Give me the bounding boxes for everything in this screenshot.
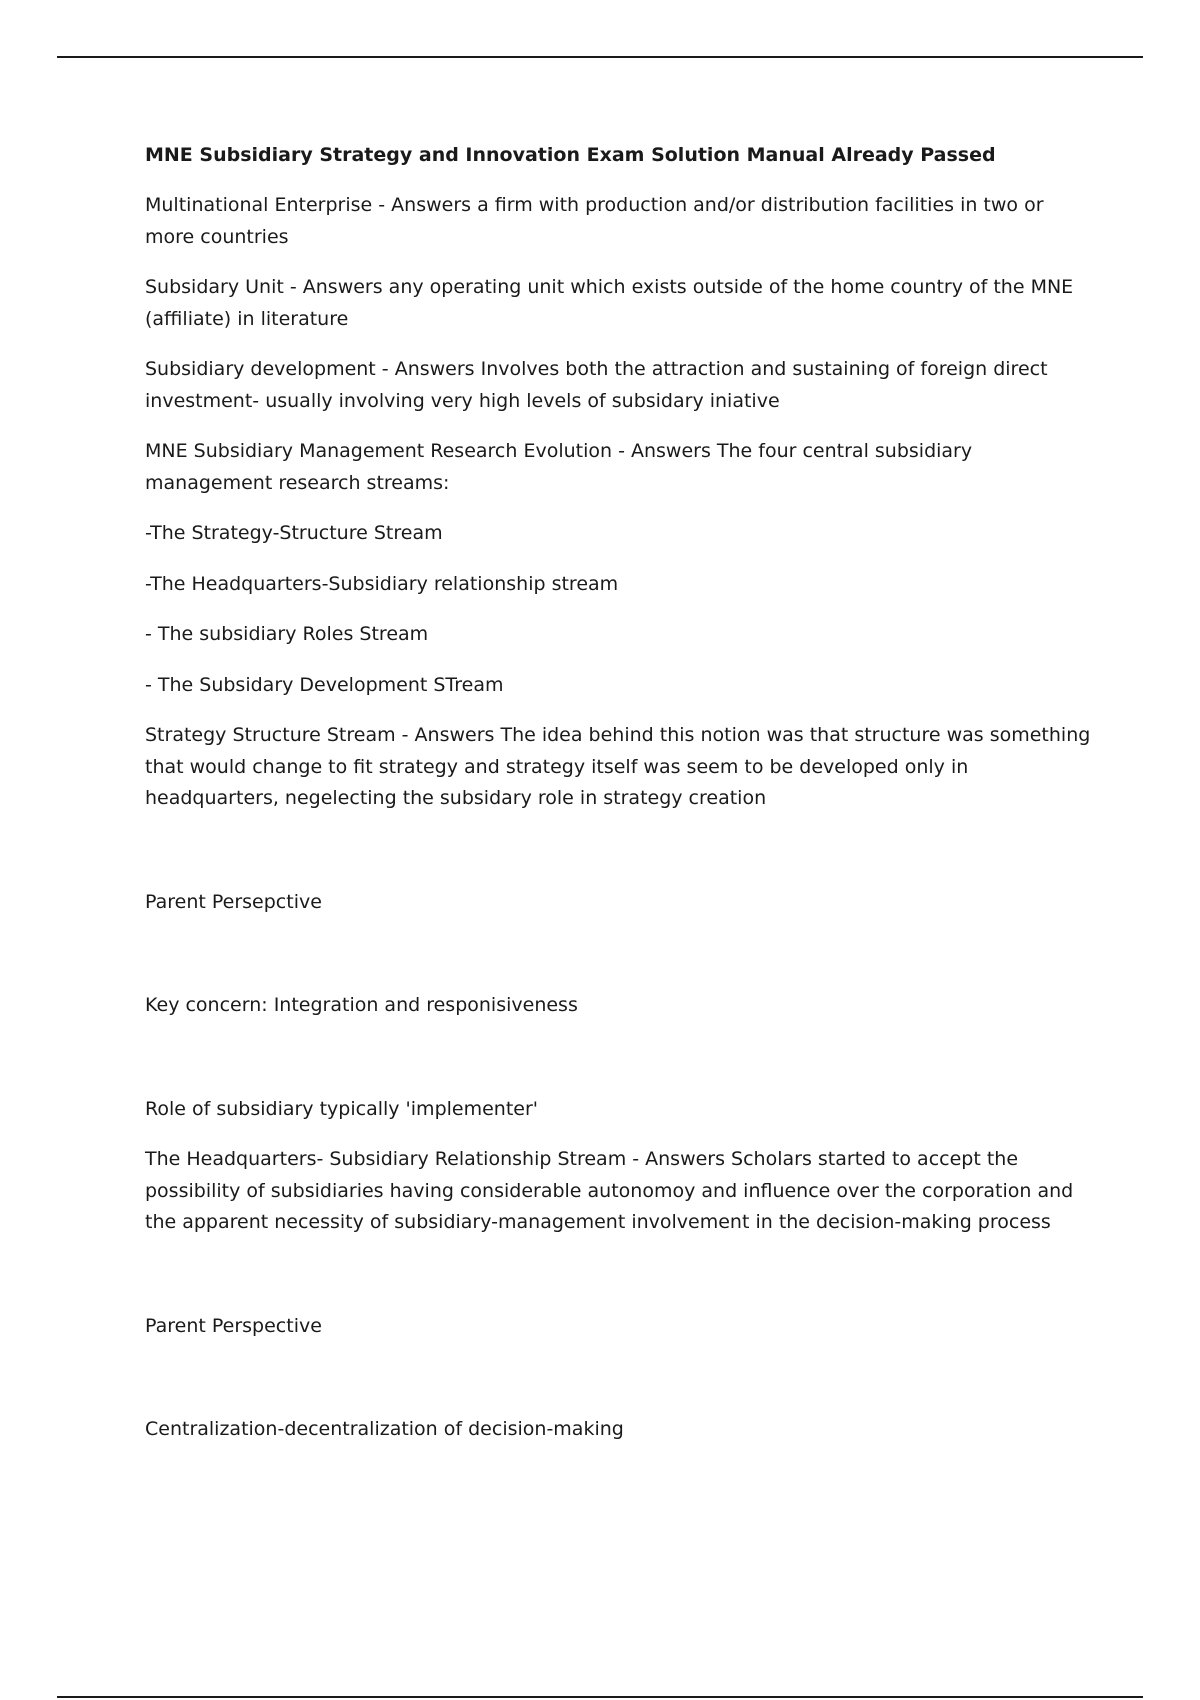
paragraph-subsidiary-development: Subsidiary development - Answers Involves both the attraction and sustaining of foreign direct investment- usually involving very high levels of subsidary iniative: [145, 358, 1048, 412]
paragraph-key-concern: Key concern: Integration and responisiveness: [145, 994, 578, 1016]
document-title: MNE Subsidiary Strategy and Innovation Exam Solution Manual Already Passed: [145, 144, 996, 166]
paragraph-subsidary-unit: Subsidary Unit - Answers any operating unit which exists outside of the home country of the MNE (affiliate) in literature: [145, 276, 1074, 330]
footer-rule: [57, 1696, 1143, 1698]
paragraph-parent-perspective: Parent Perspective: [145, 1314, 322, 1337]
paragraph-strategy-structure-stream: Strategy Structure Stream - Answers The idea behind this notion was that structure was something that would change to fit strategy and strategy itself was seem to be developed only in headquarters, negelecting the subsidary role in strategy creation: [145, 724, 1091, 809]
paragraph-multinational-enterprise: Multinational Enterprise - Answers a firm with production and/or distribution facilities in two or more countries: [145, 194, 1044, 248]
list-item-strategy-structure: -The Strategy-Structure Stream: [145, 522, 443, 544]
paragraph-research-evolution: MNE Subsidiary Management Research Evolution - Answers The four central subsidiary management research streams:: [145, 440, 973, 494]
header-rule: [57, 56, 1143, 58]
paragraph-centralization: Centralization-decentralization of decision-making: [145, 1418, 624, 1440]
list-item-headquarters-subsidiary: -The Headquarters-Subsidiary relationship stream: [145, 572, 619, 595]
paragraph-headquarters-subsidiary-stream: The Headquarters- Subsidiary Relationship Stream - Answers Scholars started to accept the possibility of subsidiaries having considerable autonomoy and influence over the corporation and the apparent necessity of subsidiary-management involvement in the decision-making process: [145, 1148, 1074, 1233]
paragraph-role-of-subsidiary: Role of subsidiary typically 'implementer': [145, 1097, 539, 1120]
paragraph-parent-persepctive: Parent Persepctive: [145, 890, 322, 913]
list-item-subsidary-development: - The Subsidary Development STream: [145, 673, 504, 696]
document-body: [145, 140, 1095, 1465]
list-item-subsidiary-roles: - The subsidiary Roles Stream: [145, 623, 429, 645]
